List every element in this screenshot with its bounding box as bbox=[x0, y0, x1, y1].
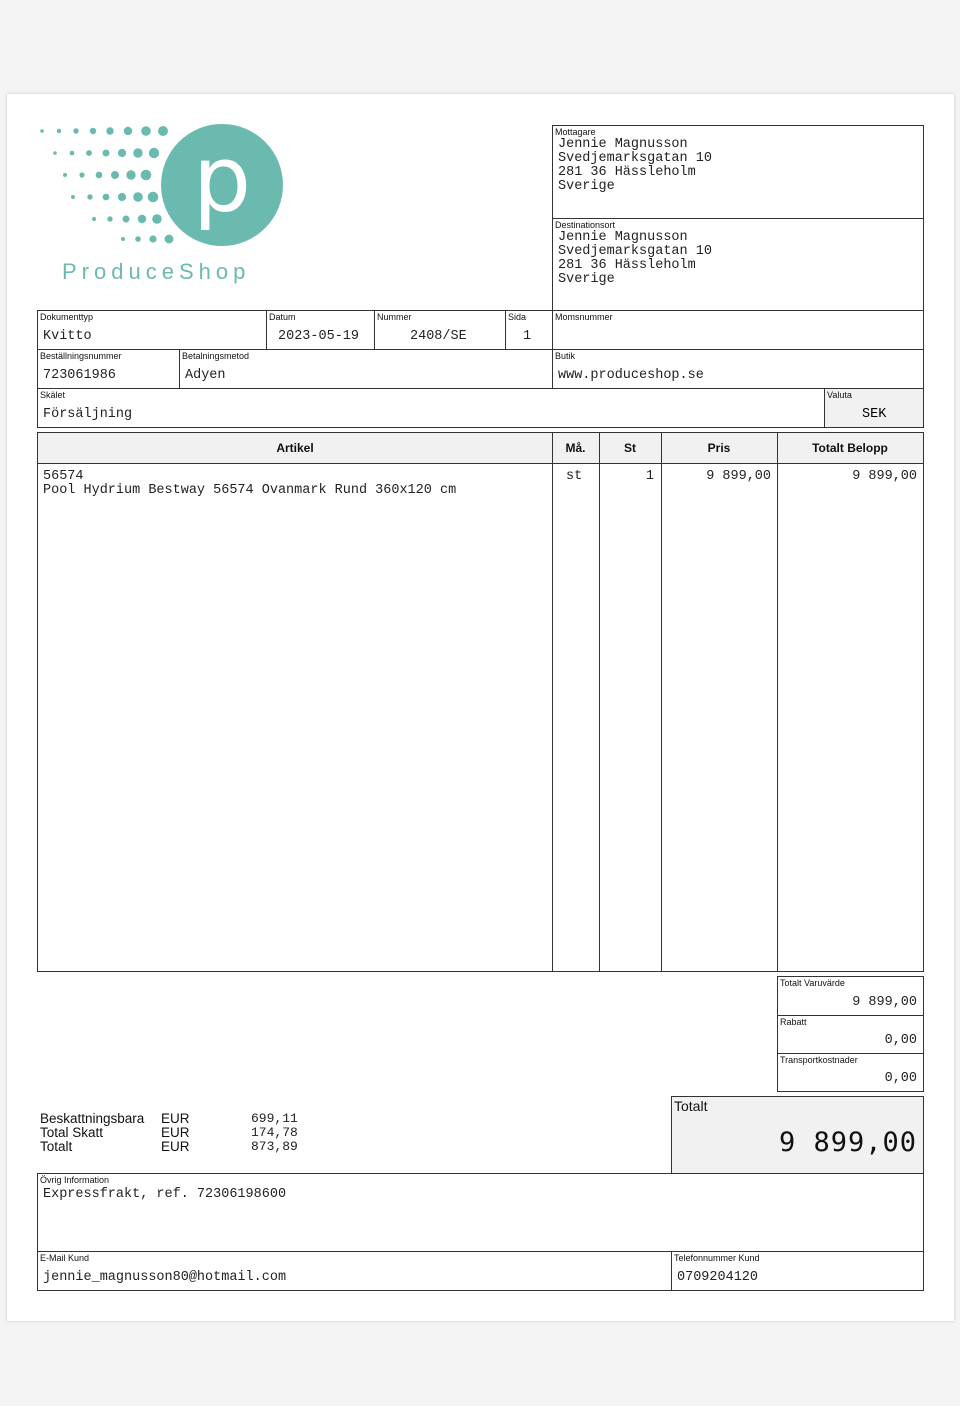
currency-value: SEK bbox=[862, 407, 887, 422]
date-label: Datum bbox=[269, 312, 296, 322]
order-cell bbox=[37, 349, 180, 389]
col-header-total: Totalt Belopp bbox=[812, 441, 888, 455]
col-divider bbox=[661, 433, 662, 971]
logo-letter: p bbox=[192, 126, 252, 233]
item-price: 9 899,00 bbox=[706, 469, 771, 484]
recipient-name: Jennie Magnusson bbox=[558, 137, 688, 152]
col-header-unit: Må. bbox=[565, 441, 586, 455]
phone-label: Telefonnummer Kund bbox=[674, 1253, 760, 1263]
email-label: E-Mail Kund bbox=[40, 1253, 90, 1263]
shipping-cell bbox=[777, 1053, 924, 1092]
tax-row bbox=[40, 1140, 340, 1154]
col-header-price: Pris bbox=[707, 441, 731, 455]
reason-cell bbox=[37, 388, 825, 428]
tax-currency: EUR bbox=[161, 1125, 190, 1140]
phone-cell bbox=[671, 1251, 924, 1291]
other-info-box bbox=[37, 1173, 924, 1252]
tax-currency: EUR bbox=[161, 1139, 190, 1154]
vat-cell bbox=[552, 310, 924, 350]
other-info-label: Övrig Information bbox=[40, 1175, 110, 1185]
discount-label: Rabatt bbox=[780, 1017, 807, 1027]
doc-type-cell bbox=[37, 310, 267, 350]
currency-cell bbox=[824, 388, 924, 428]
phone-value: 0709204120 bbox=[677, 1270, 759, 1285]
goods-value: 9 899,00 bbox=[852, 995, 917, 1010]
goods-value-cell bbox=[777, 976, 924, 1016]
tax-value: 699,11 bbox=[251, 1111, 298, 1126]
page-cell bbox=[505, 310, 553, 350]
number-value: 2408/SE bbox=[410, 329, 467, 344]
destination-address bbox=[558, 231, 712, 287]
discount-value: 0,00 bbox=[884, 1033, 917, 1048]
receipt-page bbox=[7, 94, 954, 1321]
email-value: jennie_magnusson80@hotmail.com bbox=[43, 1270, 287, 1285]
doc-type-label: Dokumenttyp bbox=[40, 312, 94, 322]
tax-label: Totalt bbox=[40, 1139, 73, 1154]
item-total: 9 899,00 bbox=[852, 469, 917, 484]
page-value: 1 bbox=[523, 329, 532, 344]
grand-total-value: 9 899,00 bbox=[778, 1127, 917, 1158]
produceshop-logo bbox=[35, 122, 285, 287]
goods-value-label: Totalt Varuvärde bbox=[780, 978, 845, 988]
vat-label: Momsnummer bbox=[555, 312, 613, 322]
date-value: 2023-05-19 bbox=[278, 329, 360, 344]
shop-label: Butik bbox=[555, 351, 576, 361]
discount-cell bbox=[777, 1015, 924, 1054]
tax-label: Beskattningsbara bbox=[40, 1111, 145, 1126]
shipping-label: Transportkostnader bbox=[780, 1055, 858, 1065]
shop-value: www.produceshop.se bbox=[558, 368, 704, 383]
number-cell bbox=[374, 310, 506, 350]
reason-value: Försäljning bbox=[43, 407, 133, 422]
doc-type-value: Kvitto bbox=[43, 329, 92, 344]
currency-label: Valuta bbox=[827, 390, 852, 400]
recipient-country: Sverige bbox=[558, 179, 615, 194]
grand-total-box bbox=[671, 1096, 924, 1174]
recipient-label: Mottagare bbox=[555, 127, 596, 137]
recipient-address bbox=[558, 138, 712, 194]
tax-row bbox=[40, 1126, 340, 1140]
email-cell bbox=[37, 1251, 672, 1291]
shop-cell bbox=[552, 349, 924, 389]
col-divider bbox=[599, 433, 600, 971]
logo-wordmark: ProduceShop bbox=[62, 259, 251, 284]
destination-country: Sverige bbox=[558, 272, 615, 287]
item-description: Pool Hydrium Bestway 56574 Ovanmark Rund 360x120 cm bbox=[43, 483, 457, 498]
destination-label: Destinationsort bbox=[555, 220, 616, 230]
grand-total-label: Totalt bbox=[674, 1098, 708, 1114]
item-qty: 1 bbox=[645, 469, 654, 484]
other-info-value: Expressfrakt, ref. 72306198600 bbox=[43, 1187, 287, 1202]
order-value: 723061986 bbox=[43, 368, 116, 383]
col-header-article: Artikel bbox=[276, 441, 314, 455]
number-label: Nummer bbox=[377, 312, 412, 322]
items-table bbox=[37, 432, 924, 972]
destination-city: 281 36 Hässleholm bbox=[558, 258, 696, 273]
reason-label: Skälet bbox=[40, 390, 66, 400]
item-unit: st bbox=[566, 469, 583, 484]
shipping-value: 0,00 bbox=[884, 1071, 917, 1086]
tax-label: Total Skatt bbox=[40, 1125, 104, 1140]
tax-value: 174,78 bbox=[251, 1125, 298, 1140]
tax-value: 873,89 bbox=[251, 1139, 298, 1154]
recipient-city: 281 36 Hässleholm bbox=[558, 165, 696, 180]
order-label: Beställningsnummer bbox=[40, 351, 122, 361]
recipient-box bbox=[552, 125, 924, 219]
payment-cell bbox=[179, 349, 553, 389]
col-divider bbox=[777, 433, 778, 971]
destination-name: Jennie Magnusson bbox=[558, 230, 688, 245]
date-cell bbox=[266, 310, 375, 350]
tax-summary bbox=[40, 1112, 340, 1158]
payment-value: Adyen bbox=[185, 368, 226, 383]
tax-row bbox=[40, 1112, 340, 1126]
items-table-header bbox=[38, 433, 923, 464]
tax-currency: EUR bbox=[161, 1111, 190, 1126]
page-label: Sida bbox=[508, 312, 527, 322]
recipient-street: Svedjemarksgatan 10 bbox=[558, 151, 712, 166]
col-divider bbox=[552, 433, 553, 971]
col-header-qty: St bbox=[624, 441, 636, 455]
destination-street: Svedjemarksgatan 10 bbox=[558, 244, 712, 259]
item-code: 56574 bbox=[43, 469, 84, 484]
destination-box bbox=[552, 218, 924, 311]
payment-label: Betalningsmetod bbox=[182, 351, 250, 361]
